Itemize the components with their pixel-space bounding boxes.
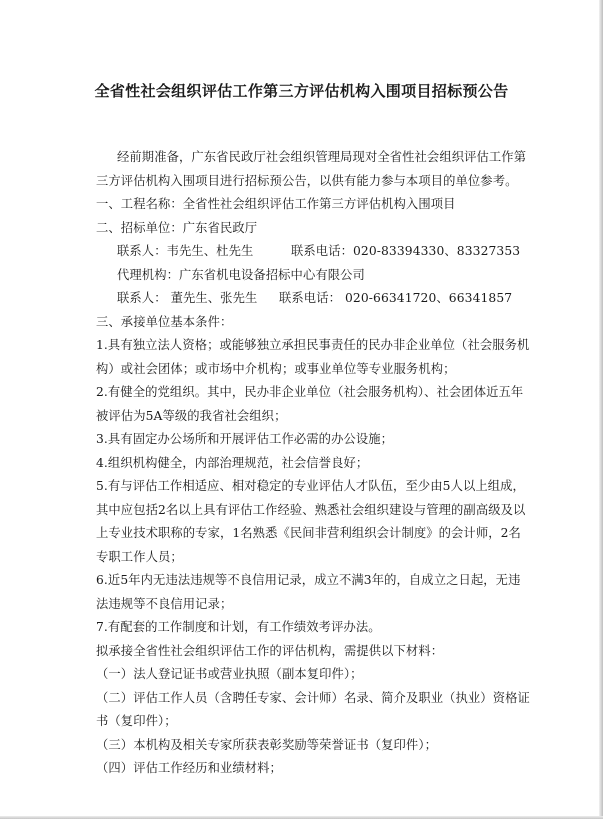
material-line: （一）法人登记证书或营业执照（副本复印件）；: [96, 667, 363, 681]
requirement-line: 其中应包括2名以上具有评估工作经验、熟悉社会组织建设与管理的副高级及以: [96, 503, 526, 517]
material-line: （三）本机构及相关专家所获表彰奖励等荣誉证书（复印件）；: [96, 738, 437, 752]
bidder-contact-phone: 联系电话：020-83394330、83327353: [291, 244, 521, 258]
requirement-line: 4.组织机构健全，内部治理规范，社会信誉良好；: [96, 456, 369, 470]
bidder-contact-person: 联系人：韦先生、杜先生: [117, 244, 254, 258]
intro-line: 三方评估机构入围项目进行招标预公告，以供有能力参与本项目的单位参考。: [96, 174, 518, 188]
material-line: （四）评估工作经历和业绩材料；: [96, 761, 282, 775]
requirement-line: 专职工作人员；: [96, 550, 183, 564]
project-name: 一、工程名称：全省性社会组织评估工作第三方评估机构入围项目: [96, 197, 456, 211]
requirement-line: 3.具有固定办公场所和开展评估工作必需的办公设施；: [96, 432, 394, 446]
requirements-heading: 三、承接单位基本条件：: [96, 315, 233, 329]
materials-intro: 拟承接全省性社会组织评估工作的评估机构，需提供以下材料：: [96, 644, 444, 658]
requirement-line: 6.近5年内无违法违规等不良信用记录，成立不满3年的，自成立之日起，无违: [96, 573, 521, 587]
scan-edge-right: [599, 0, 603, 819]
requirement-line: 2.有健全的党组织。其中，民办非企业单位（社会服务机构）、社会团体近五年: [96, 385, 524, 399]
agency-name: 代理机构：广东省机电设备招标中心有限公司: [117, 268, 365, 282]
requirement-line: 上专业技术职称的专家，1名熟悉《民间非营利组织会计制度》的会计师，2名: [96, 526, 521, 540]
requirement-line: 5.有与评估工作相适应、相对稳定的专业评估人才队伍，至少由5人以上组成，: [96, 479, 525, 493]
document-title: 全省性社会组织评估工作第三方评估机构入围项目招标预公告: [94, 82, 509, 100]
intro-line: 经前期准备，广东省民政厅社会组织管理局现对全省性社会组织评估工作第: [117, 150, 527, 164]
requirement-line: 1.具有独立法人资格；或能够独立承担民事责任的民办非企业单位（社会服务机: [96, 338, 530, 352]
agency-contact-person: 联系人： 董先生、张先生: [117, 291, 258, 305]
requirement-line: 被评估为5A等级的我省社会组织；: [96, 409, 287, 423]
requirement-line: 法违规等不良信用记录；: [96, 597, 233, 611]
agency-contact-phone: 联系电话： 020-66341720、66341857: [279, 291, 513, 305]
material-line: 书（复印件）；: [96, 714, 177, 728]
material-line: （二）评估工作人员（含聘任专家、会计师）名录、简介及职业（执业）资格证: [96, 691, 530, 705]
requirement-line: 构）或社会团体；或市场中介机构；或事业单位等专业服务机构；: [96, 362, 456, 376]
requirement-line: 7.有配套的工作制度和计划，有工作绩效考评办法。: [96, 620, 381, 634]
bidder-unit: 二、招标单位：广东省民政厅: [96, 221, 258, 235]
